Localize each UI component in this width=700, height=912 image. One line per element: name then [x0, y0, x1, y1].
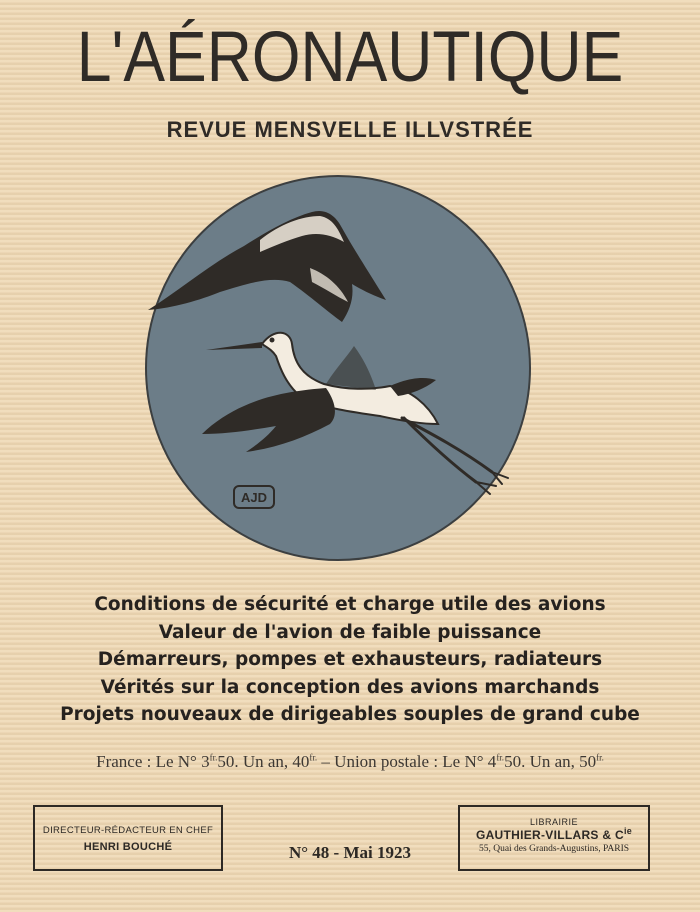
headline-item: Démarreurs, pompes et exhausteurs, radiateurs — [97, 649, 603, 671]
publisher-box — [458, 805, 650, 871]
headline-item: Conditions de sécurité et charge utile des avions — [94, 594, 606, 615]
publisher-address: 55, Quai des Grands-Augustins, PARIS — [478, 844, 630, 854]
director-box — [33, 805, 223, 871]
issue-number: N° 48 - Mai 1923 — [288, 843, 411, 862]
director-role: DIRECTEUR-RÉDACTEUR EN CHEF — [42, 825, 214, 836]
headline-item: Projets nouveaux de dirigeables souples de grand cube — [60, 704, 640, 726]
stork-emblem — [140, 172, 540, 564]
publisher-name: GAUTHIER-VILLARS & $C^{ie}$ — [475, 826, 633, 842]
publisher-label: LIBRAIRIE — [529, 817, 578, 827]
director-name: HENRI BOUCHÉ — [83, 841, 173, 853]
headline-list — [0, 591, 700, 729]
headline-item: Valeur de l'avion de faible puissance — [158, 621, 542, 643]
masthead-subtitle: REVUE MENSVELLE ILLVSTRÉE — [166, 117, 534, 142]
subscription-prices: France : Le N° $3^{fr.}50$. Un an, $40^{fr.}$ – Union postale : Le N° $4^{fr.}50$. Un an, $50^{fr.}$ — [96, 752, 604, 771]
masthead-title: L'AÉRONAUTIQUE — [76, 18, 624, 97]
svg-text:AJD: AJD — [240, 490, 268, 505]
headline-item: Vérités sur la conception des avions marchands — [100, 676, 600, 698]
